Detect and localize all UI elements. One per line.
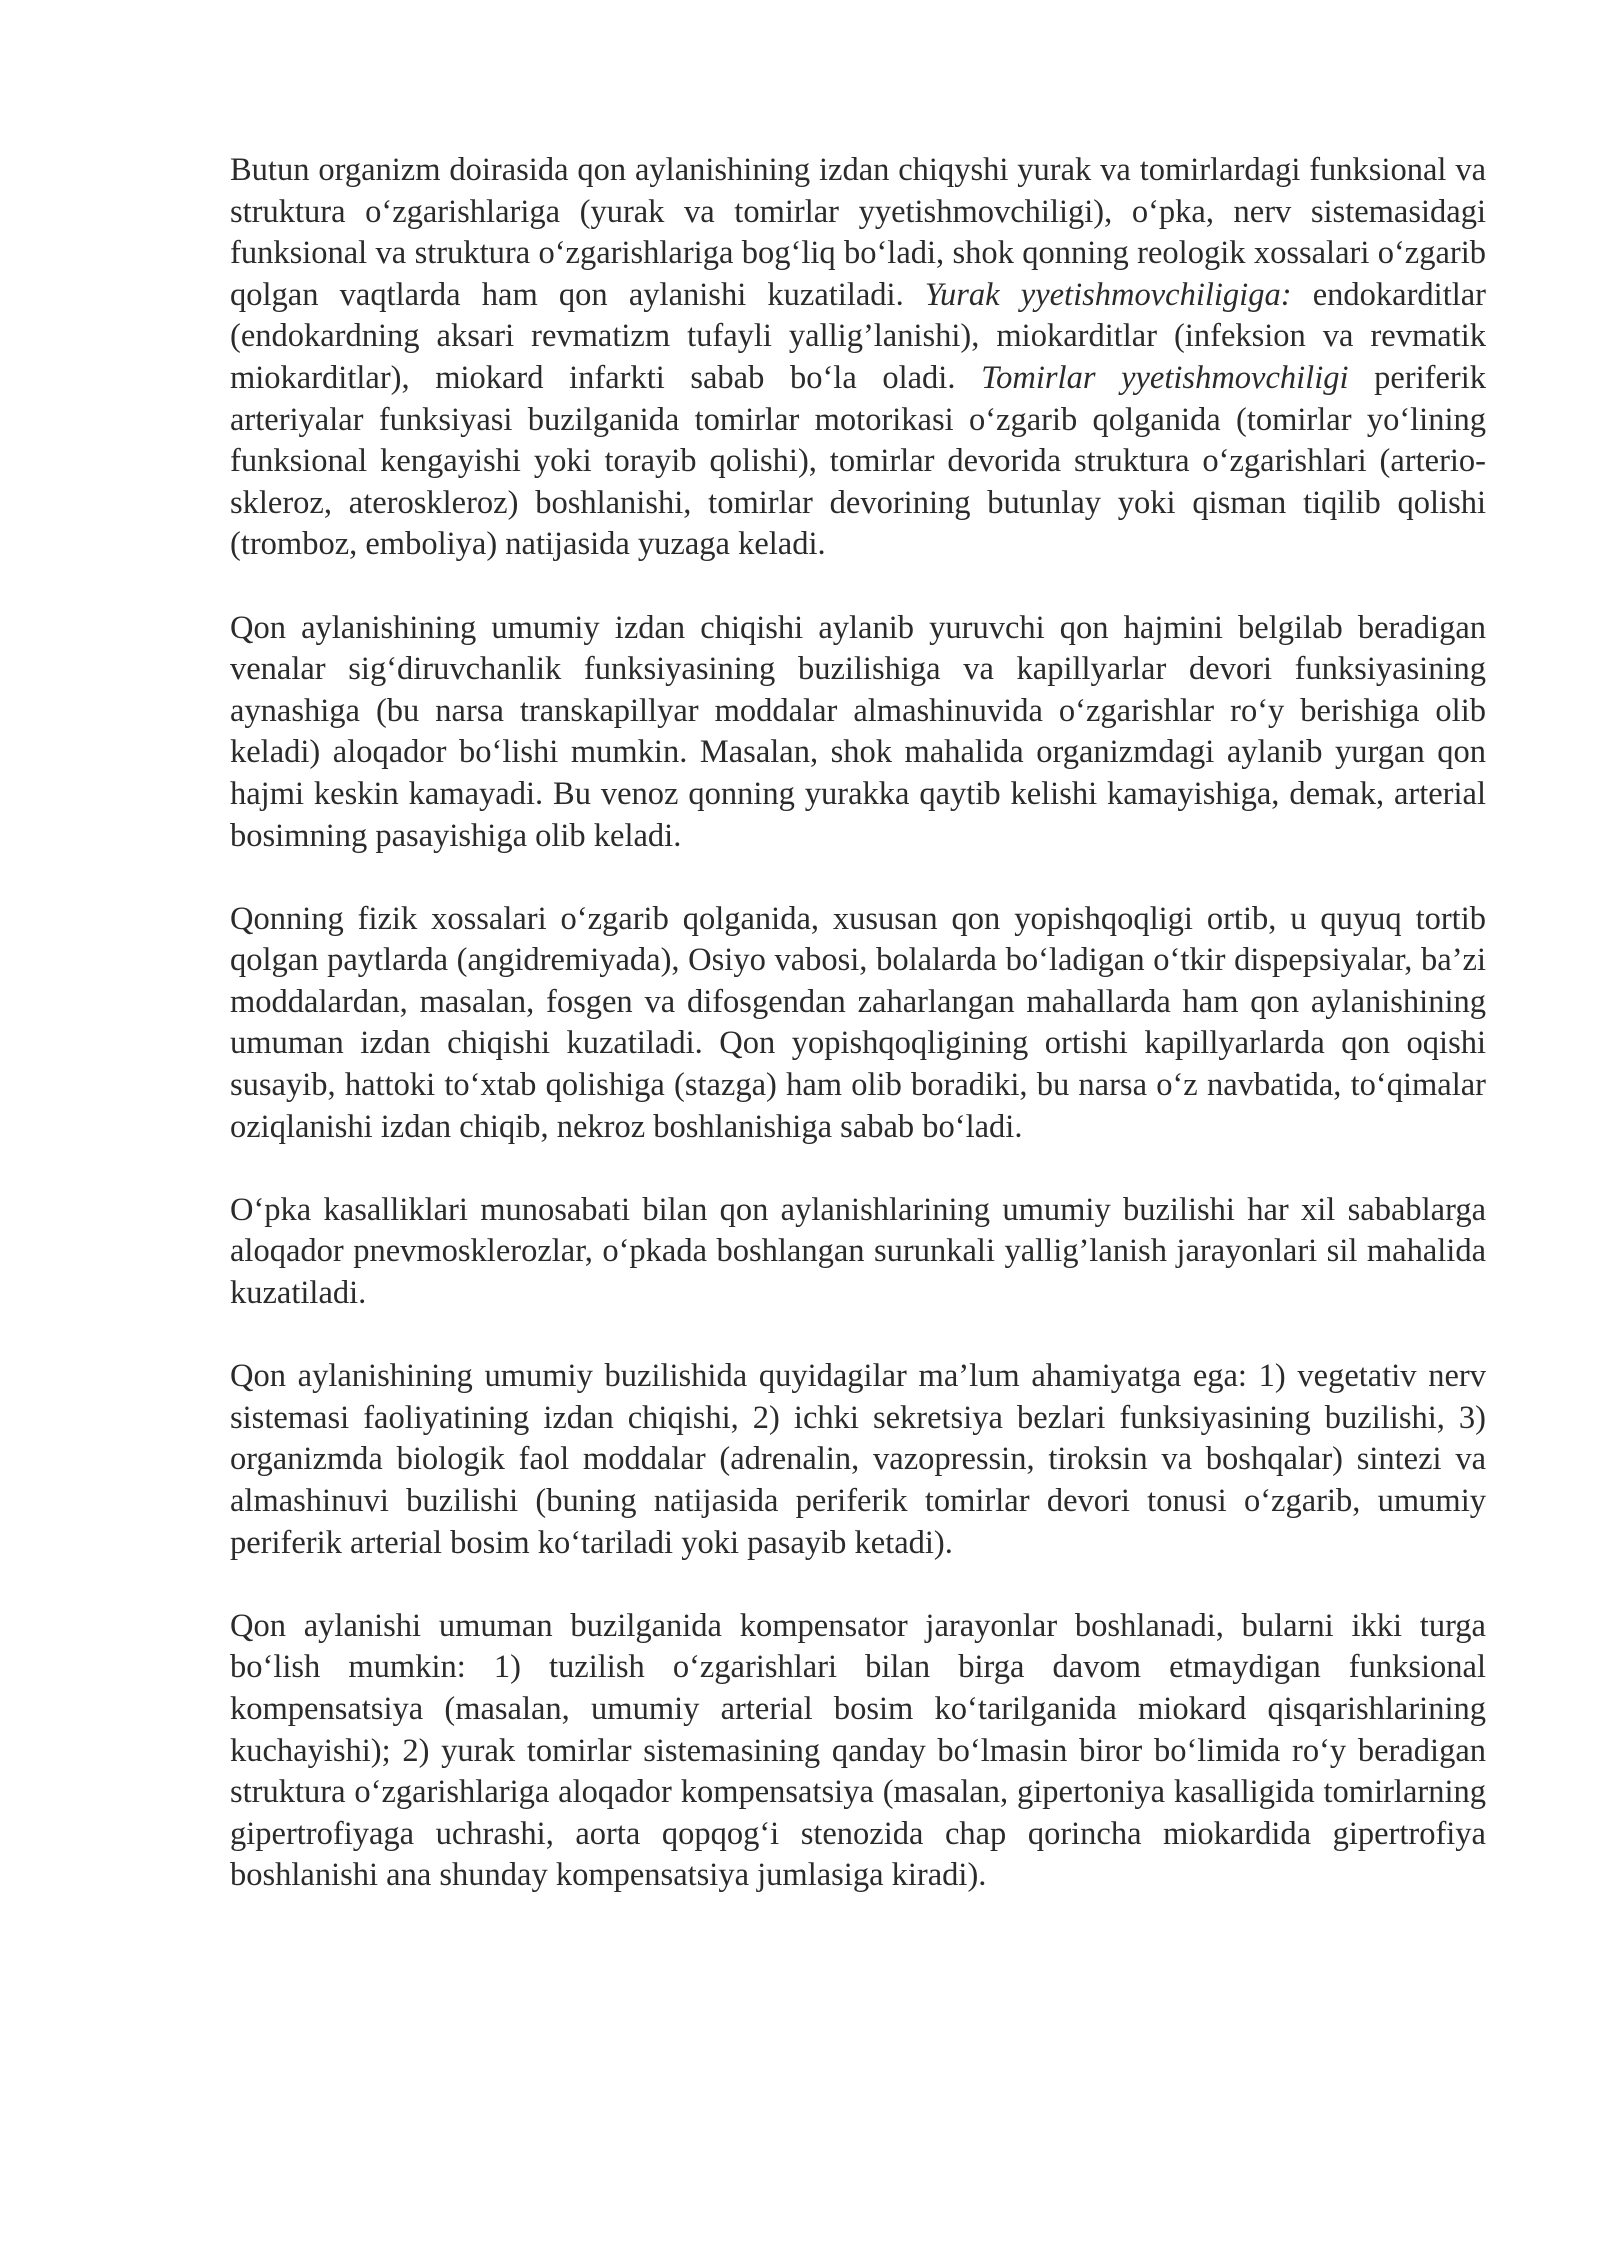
heart-insufficiency-term: Yurak yyetishmovchiligiga: <box>924 276 1292 313</box>
paragraph-1-text-b: endokarditlar (endokardning aksari revmatizm tufayli yallig’lanishi), miokarditlar (infeksion va revmatik miokarditlar), miokard infarkti sabab boʻla oladi. <box>230 276 1486 396</box>
paragraph-blood-viscosity: Qonning fizik xossalari oʻzgarib qolganida, xususan qon yopishqoqligi ortib, u quyuq tortib qolgan paytlarda (angidremiyada), Osiyo vabosi, bolalarda boʻladigan oʻtkir dispepsiyalar, ba’zi moddalardan, masalan, fosgen va difosgendan zaharlangan mahallarda ham qon aylanishining umuman izdan chiqishi kuzatiladi. Qon yopishqoqligining ortishi kapillyarlarda qon oqishi susayib, hattoki toʻxtab qolishiga (stazga) ham olib boradiki, bu narsa oʻz navbatida, toʻqimalar oziqlanishi izdan chiqib, nekroz boshlanishiga sabab boʻladi. <box>230 900 1486 1145</box>
paragraph-compensation: Qon aylanishi umuman buzilganida kompensator jarayonlar boshlanadi, bularni ikki turga boʻlish mumkin: 1) tuzilish oʻzgarishlari bilan birga davom etmaydigan funksional kompensatsiya (masalan, umumiy arterial bosim koʻtarilganida miokard qisqarishlarining kuchayishi); 2) yurak tomirlar sistemasining qanday boʻlmasin biror boʻlimida roʻy beradigan struktura oʻzgarishlariga aloqador kompensatsiya (masalan, gipertoniya kasalligida tomirlarning gipertrofiyaga uchrashi, aorta qopqogʻi stenozida chap qorincha miokardida gipertrofiya boshlanishi ana shunday kompensatsiya jumlasiga kiradi). <box>230 1607 1486 1894</box>
paragraph-regulation-factors: Qon aylanishining umumiy buzilishida quyidagilar ma’lum ahamiyatga ega: 1) vegetativ nerv sistemasi faoliyatining izdan chiqishi, 2) ichki sekretsiya bezlari funksiyasining buzilishi, 3) organizmda biologik faol moddalar (adrenalin, vazopressin, tiroksin va boshqalar) sintezi va almashinuvi buzilishi (buning natijasida periferik tomirlar devori tonusi oʻzgarib, umumiy periferik arterial bosim koʻtariladi yoki pasayib ketadi). <box>230 1358 1486 1561</box>
paragraph-blood-volume: Qon aylanishining umumiy izdan chiqishi aylanib yuruvchi qon hajmini belgilab beradigan venalar sigʻdiruvchanlik funksiyasining buzilishiga va kapillyarlar devori funksiyasining aynashiga (bu narsa transkapillyar moddalar almashinuvida oʻzgarishlar roʻy berishiga olib keladi) aloqador boʻlishi mumkin. Masalan, shok mahalida organizmdagi aylanib yurgan qon hajmi keskin kamayadi. Bu venoz qonning yurakka qaytib kelishi kamayishiga, demak, arterial bosimning pasayishiga olib keladi. <box>230 609 1486 854</box>
document-body <box>230 150 1486 1939</box>
vessel-insufficiency-term: Tomirlar yyetishmovchiligi <box>981 359 1349 396</box>
paragraph-1-text-c: periferik arteriyalar funksiyasi buzilganida tomirlar motorikasi oʻzgarib qolganida (tomirlar yoʻlining funksional kengayishi yoki torayib qolishi), tomirlar devorida struktura oʻzgarishlari (arterioskleroz, ateroskleroz) boshlanishi, tomirlar devorining butunlay yoki qisman tiqilib qolishi (tromboz, emboliya) natijasida yuzaga keladi. <box>230 359 1486 563</box>
paragraph-1-text-a: Butun organizm doirasida qon aylanishining izdan chiqyshi yurak va tomirlardagi funksional va struktura oʻzgarishlariga (yurak va tomirlar yyetishmovchiligi), oʻpka, nerv sistemasidagi funksional va struktura oʻzgarishlariga bogʻliq boʻladi, shok qonning reologik xossalari oʻzgarib qolgan vaqtlarda ham qon aylanishi kuzatiladi. <box>230 152 1486 313</box>
paragraph-lung-diseases: Oʻpka kasalliklari munosabati bilan qon aylanishlarining umumiy buzilishi har xil sabablarga aloqador pnevmosklerozlar, oʻpkada boshlangan surunkali yallig’lanish jarayonlari sil mahalida kuzatiladi. <box>230 1191 1486 1312</box>
paragraph-circulation-causes <box>230 150 1486 566</box>
